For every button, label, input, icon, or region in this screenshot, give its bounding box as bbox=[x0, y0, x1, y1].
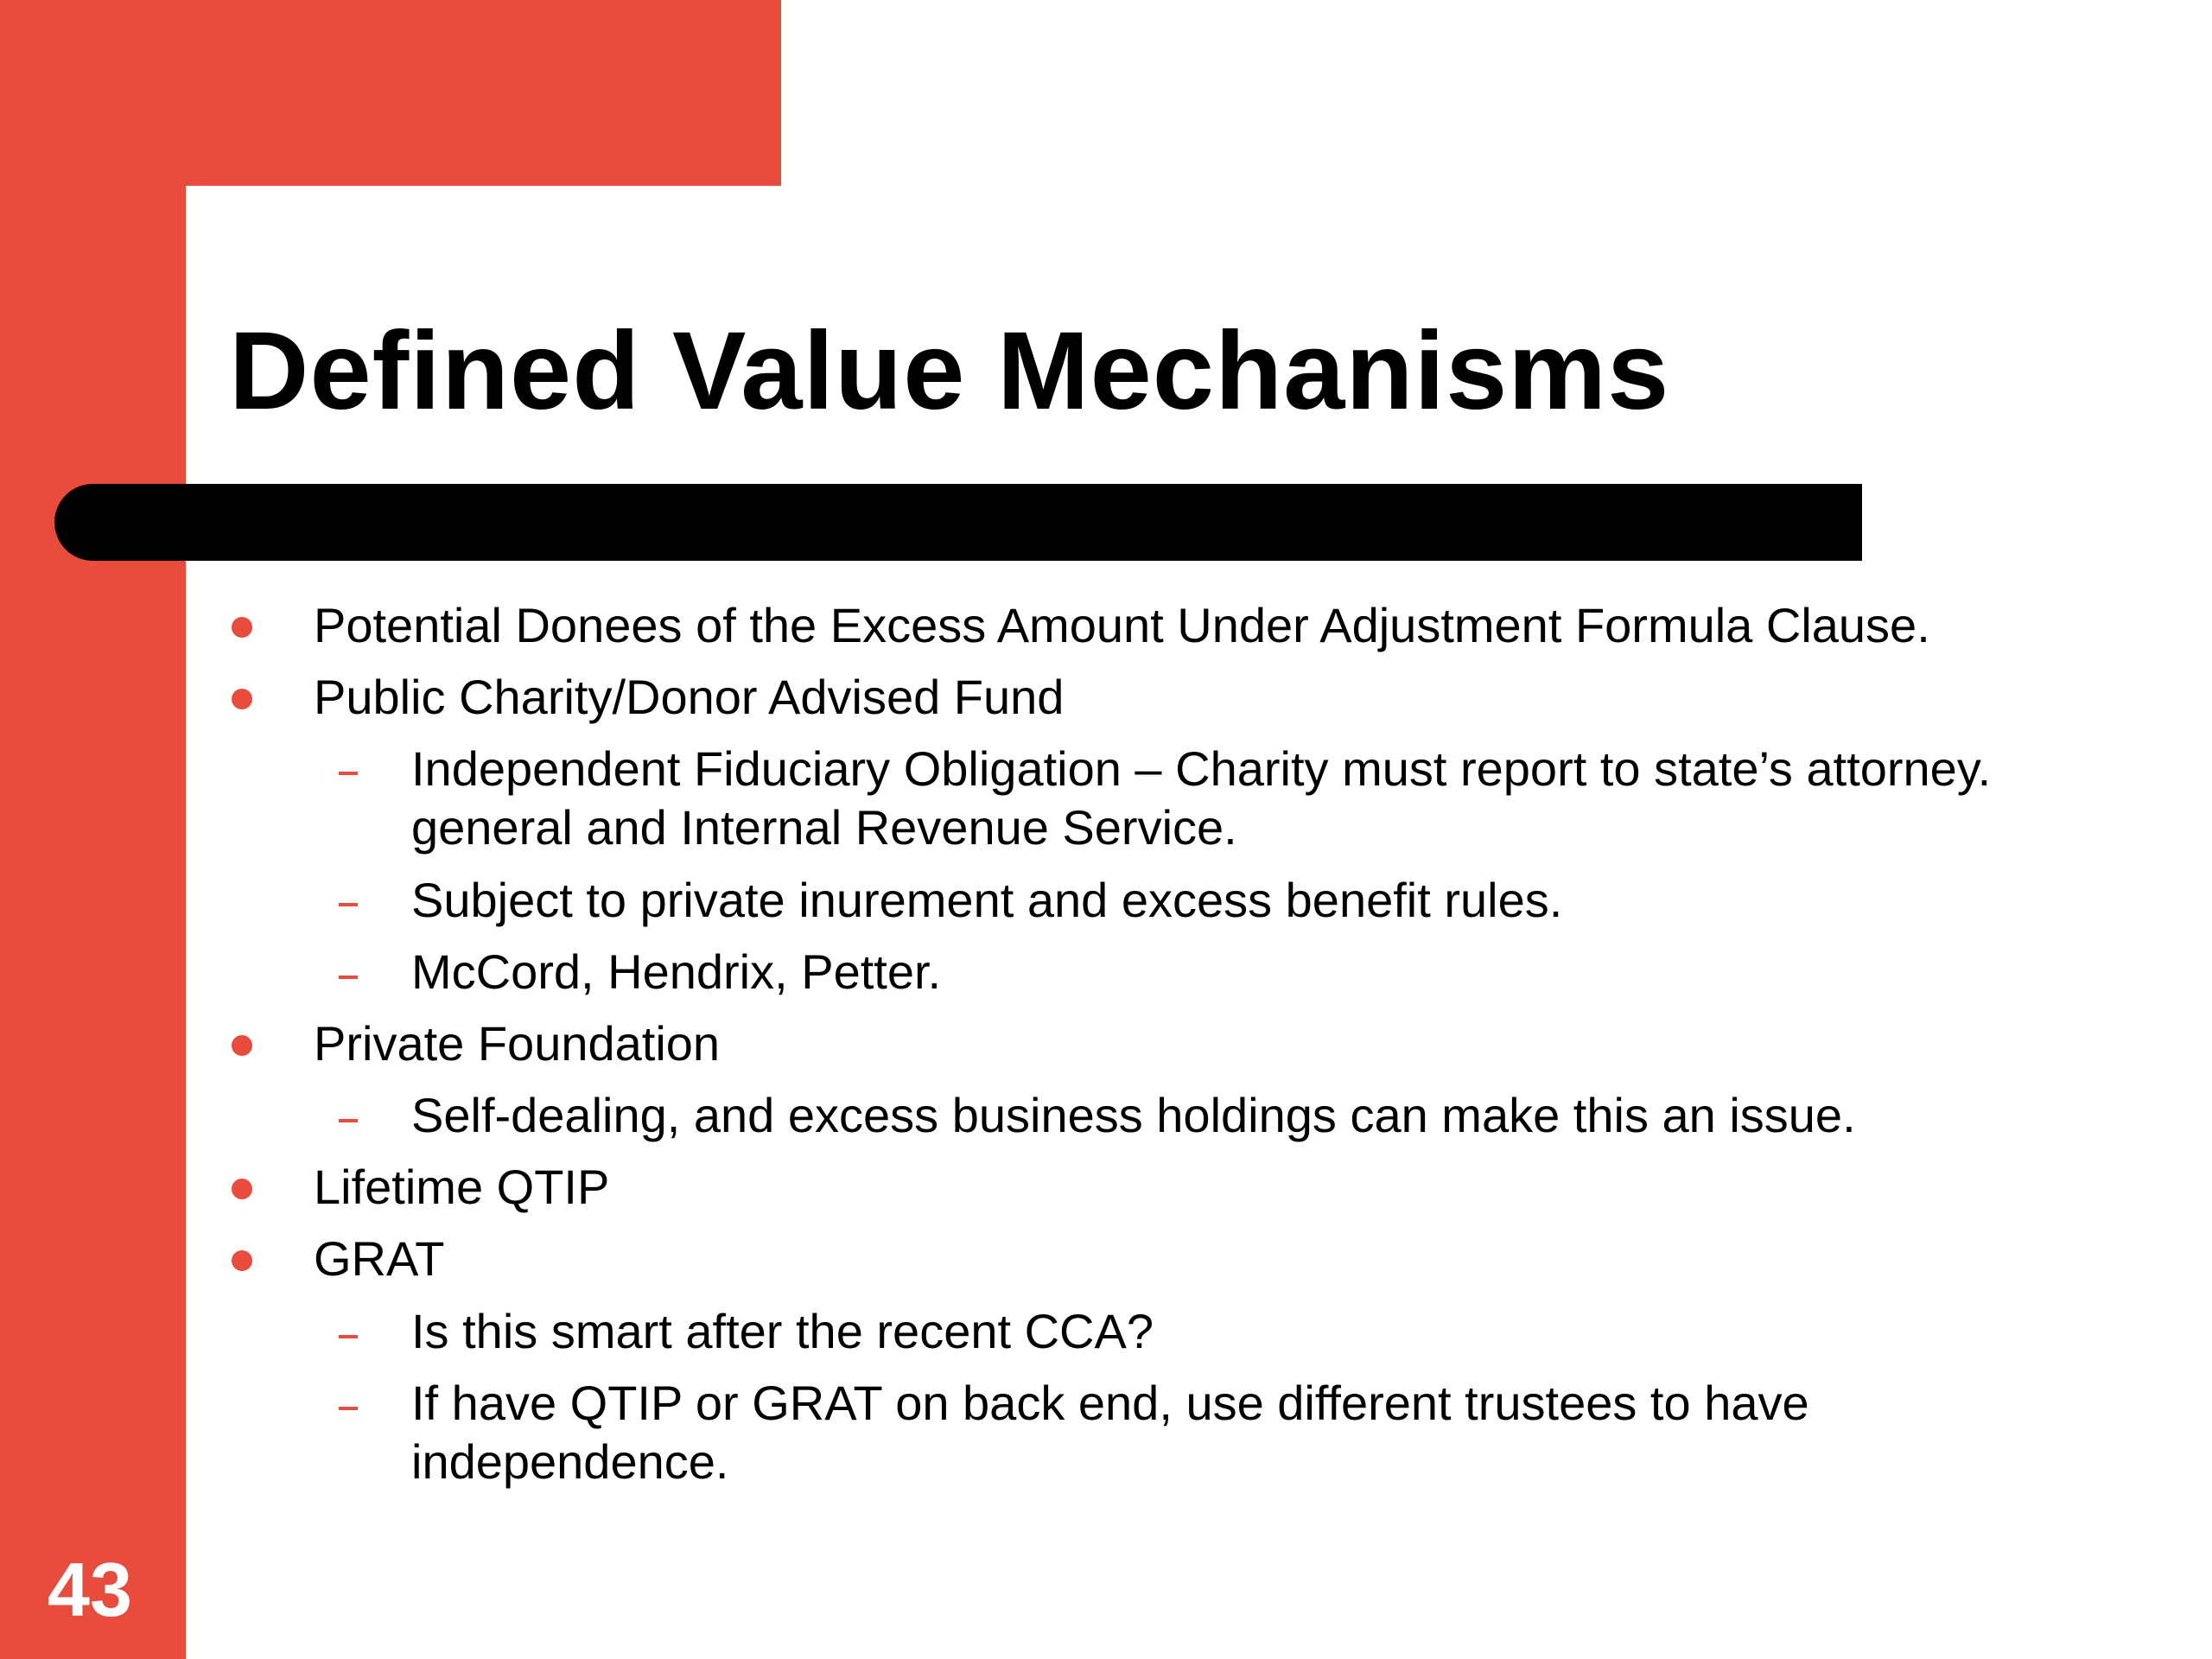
dash-bullet-icon bbox=[339, 976, 358, 979]
bullet-text: Potential Donees of the Excess Amount Under Adjustment Formula Clause. bbox=[314, 598, 1930, 652]
sub-bullet-text: If have QTIP or GRAT on back end, use different trustees to have bbox=[411, 1376, 1809, 1430]
sub-bullet-text: Independent Fiduciary Obligation – Charity must report to state’s attorney. bbox=[411, 741, 1992, 796]
bullet-dot-icon bbox=[232, 689, 252, 709]
bullet-item bbox=[314, 1230, 444, 1288]
sub-bullet-item-continuation bbox=[411, 798, 1237, 857]
sub-bullet-item bbox=[411, 740, 1991, 798]
bullet-text: Lifetime QTIP bbox=[314, 1160, 610, 1214]
sub-bullet-item-continuation bbox=[411, 1433, 728, 1491]
bullet-item bbox=[314, 596, 1930, 655]
bullet-item bbox=[314, 668, 1064, 727]
dash-bullet-icon bbox=[339, 772, 358, 775]
sub-bullet-item bbox=[411, 943, 941, 1001]
bullet-item bbox=[314, 1158, 609, 1217]
sub-bullet-item bbox=[411, 1086, 1856, 1145]
dash-bullet-icon bbox=[339, 903, 358, 906]
sub-bullet-item bbox=[411, 871, 1562, 930]
dash-bullet-icon bbox=[339, 1119, 358, 1122]
sub-bullet-text: Subject to private inurement and excess benefit rules. bbox=[411, 873, 1563, 927]
bullet-dot-icon bbox=[232, 1179, 252, 1199]
slide-title: Defined Value Mechanisms bbox=[229, 309, 1670, 433]
bullet-text: Private Foundation bbox=[314, 1016, 721, 1071]
sub-bullet-item bbox=[411, 1374, 1809, 1433]
sub-bullet-text: McCord, Hendrix, Petter. bbox=[411, 944, 942, 999]
bullet-text: GRAT bbox=[314, 1231, 445, 1286]
sub-bullet-text: Is this smart after the recent CCA? bbox=[411, 1304, 1154, 1358]
bullet-item bbox=[314, 1014, 720, 1073]
sub-bullet-item bbox=[411, 1302, 1154, 1361]
bullet-dot-icon bbox=[232, 1035, 252, 1056]
sub-bullet-text: Self-dealing, and excess business holdings can make this an issue. bbox=[411, 1088, 1856, 1142]
sub-bullet-text-continuation: independence. bbox=[411, 1434, 729, 1489]
dash-bullet-icon bbox=[339, 1407, 358, 1410]
slide-number: 43 bbox=[48, 1547, 132, 1632]
sub-bullet-text-continuation: general and Internal Revenue Service. bbox=[411, 800, 1237, 855]
bullet-dot-icon bbox=[232, 617, 252, 638]
bullet-text: Public Charity/Donor Advised Fund bbox=[314, 670, 1065, 724]
dash-bullet-icon bbox=[339, 1335, 358, 1338]
bullet-dot-icon bbox=[232, 1250, 252, 1271]
